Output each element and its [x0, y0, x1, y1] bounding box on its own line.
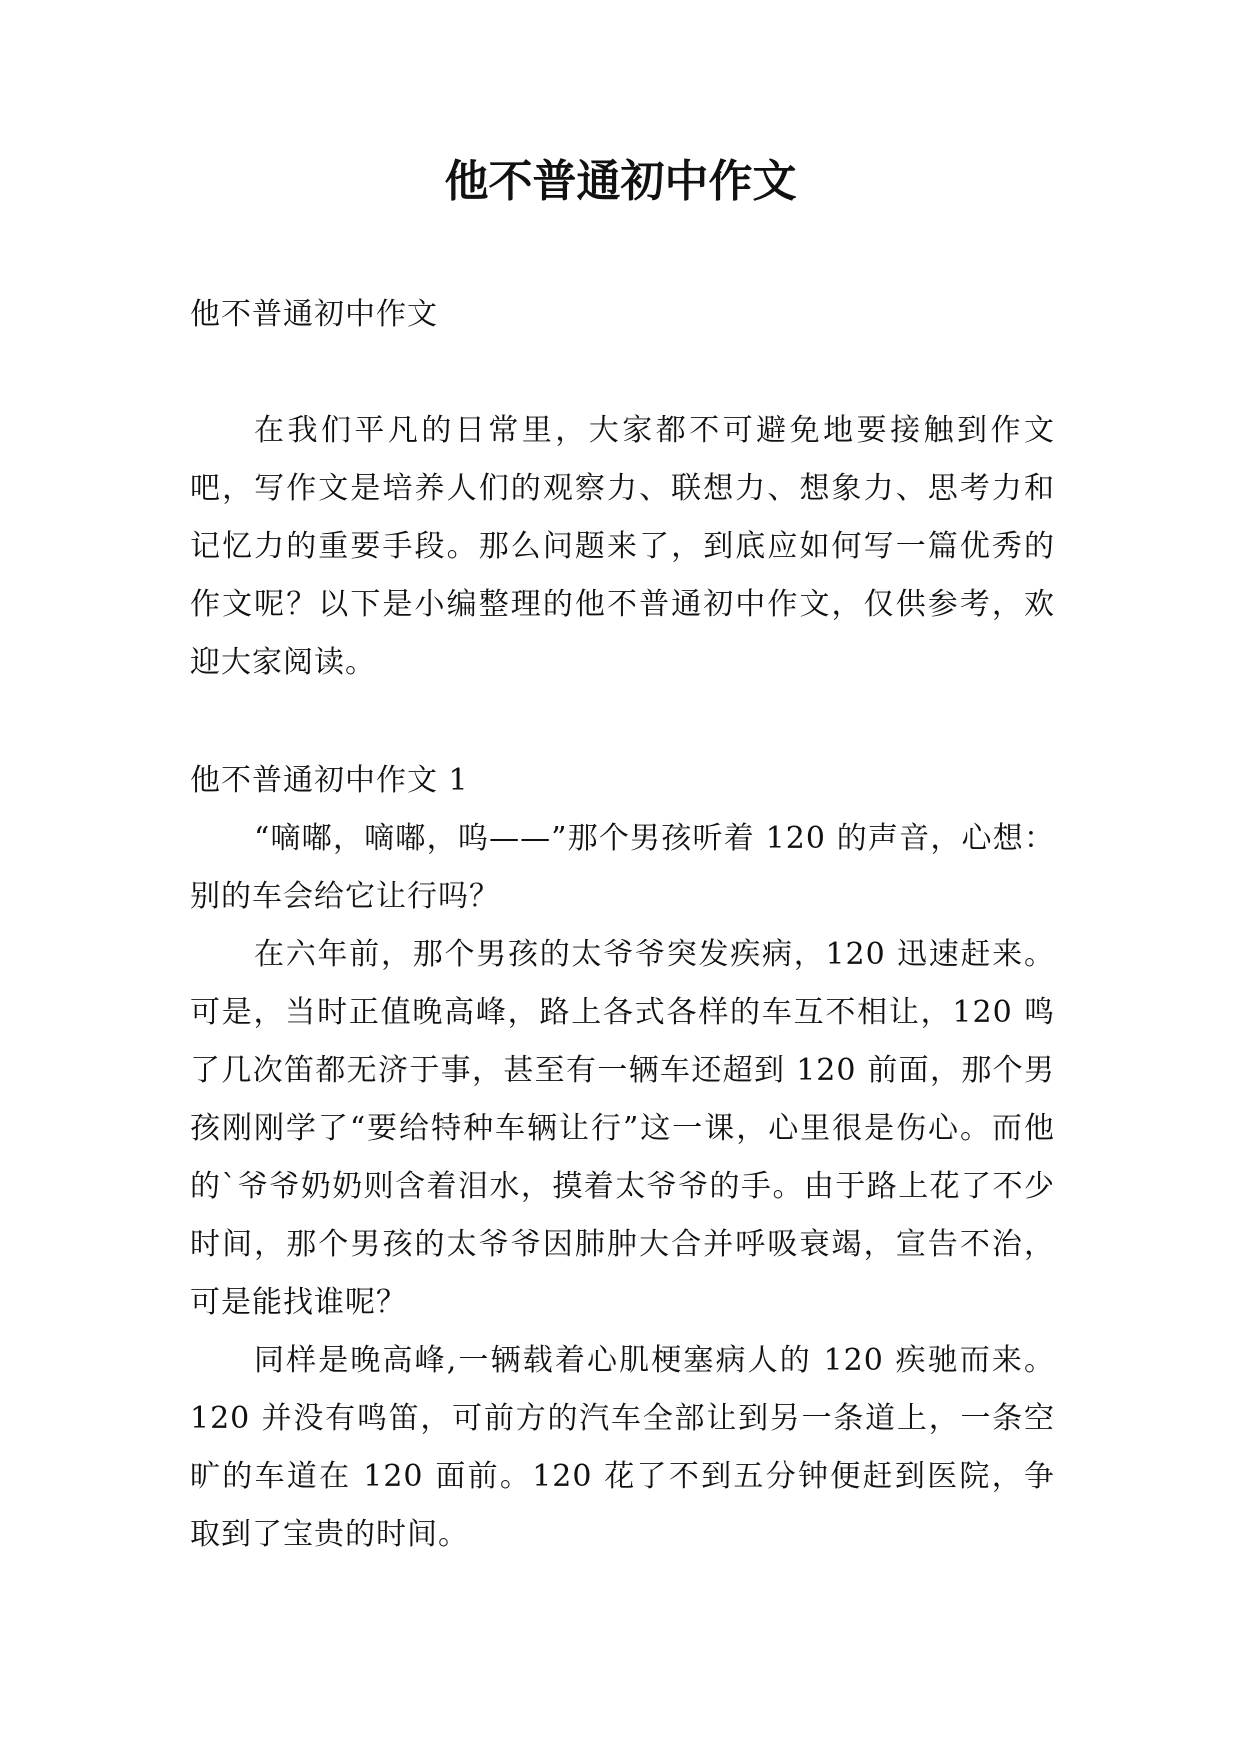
document-subtitle: 他不普通初中作文 [190, 297, 438, 332]
section-paragraph-3: 同样是晚高峰,一辆载着心肌梗塞病人的 120 疾驰而来。120 并没有鸣笛，可前方的汽车全部让到另一条道上，一条空旷的车道在 120 面前。120 花了不到五分钟便赶到医院，争取到了宝贵的时间。 [190, 1343, 1055, 1552]
intro-paragraph: 在我们平凡的日常里，大家都不可避免地要接触到作文吧，写作文是培养人们的观察力、联想力、想象力、思考力和记忆力的重要手段。那么问题来了，到底应如何写一篇优秀的作文呢？以下是小编整理的他不普通初中作文，仅供参考，欢迎大家阅读。 [190, 413, 1055, 680]
section-paragraph-2: 在六年前，那个男孩的太爷爷突发疾病，120 迅速赶来。可是，当时正值晚高峰，路上各式各样的车互不相让，120 鸣了几次笛都无济于事，甚至有一辆车还超到 120 前面，那个男孩刚刚学了“要给特种车辆让行”这一课，心里很是伤心。而他的`爷爷奶奶则含着泪水，摸着太爷爷的手。由于路上花了不少时间，那个男孩的太爷爷因肺肿大合并呼吸衰竭，宣告不治，可是能找谁呢？ [190, 937, 1055, 1320]
section-paragraph-1: “嘀嘟，嘀嘟，呜——”那个男孩听着 120 的声音，心想：别的车会给它让行吗？ [190, 821, 1055, 914]
section-heading: 他不普通初中作文 1 [190, 763, 469, 798]
document-title: 他不普通初中作文 [444, 156, 797, 207]
